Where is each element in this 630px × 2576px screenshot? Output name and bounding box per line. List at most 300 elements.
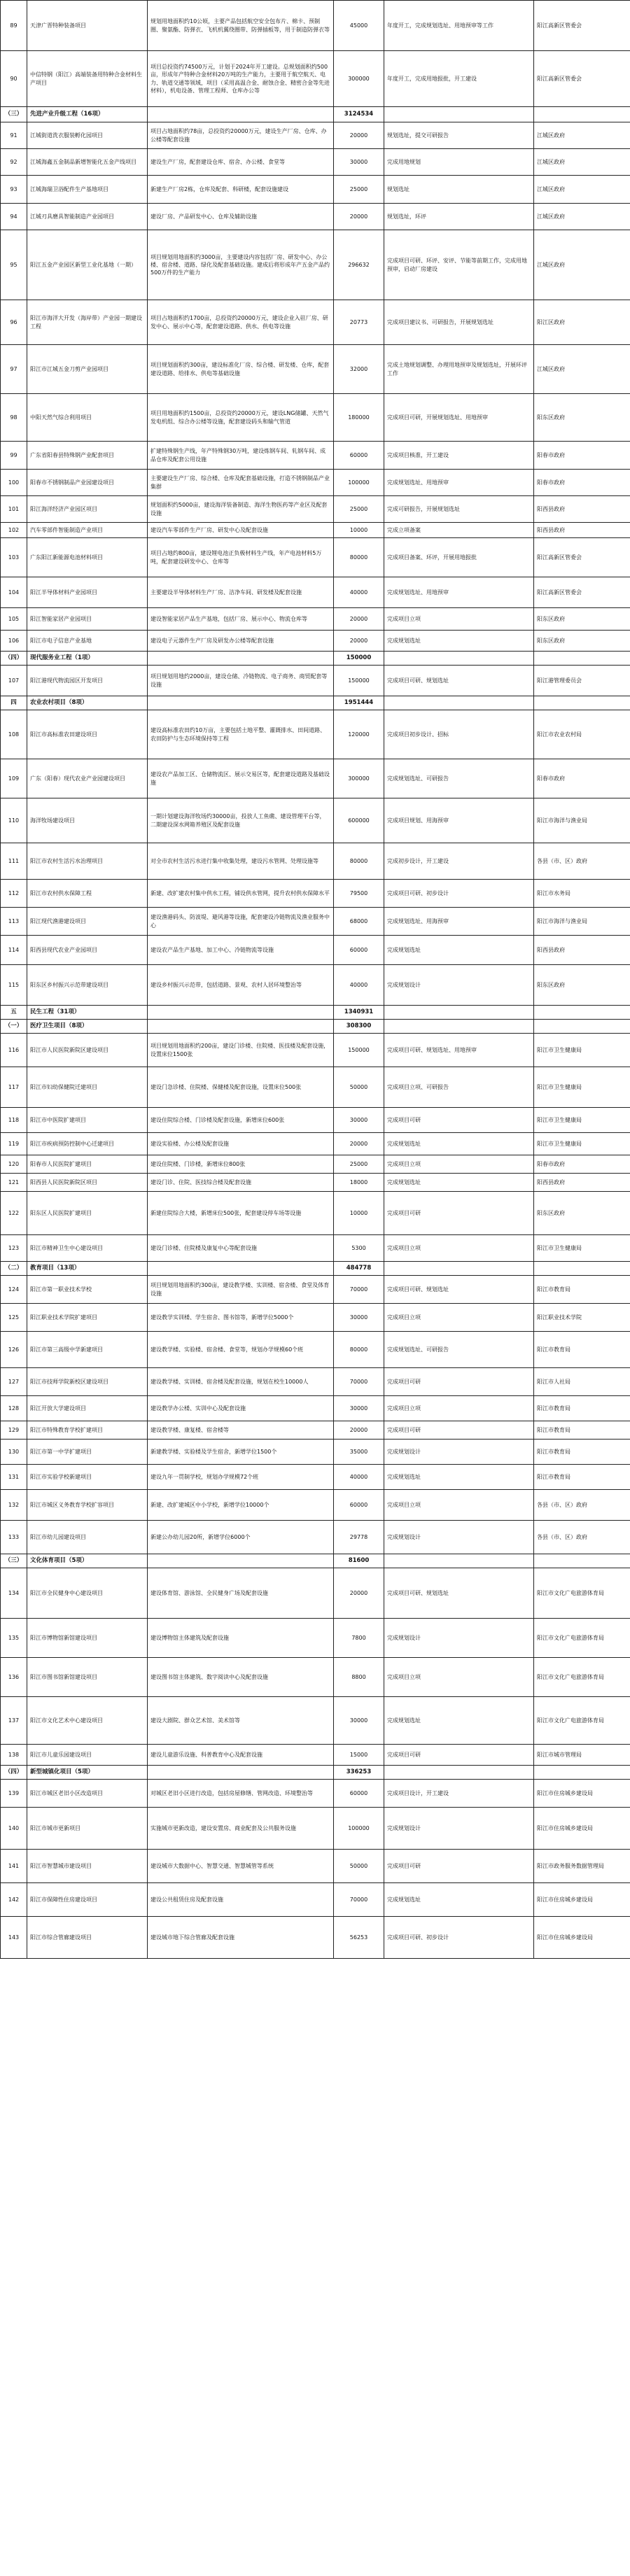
- cell-name: 江城海瑞卫浴配件生产基地项目: [27, 176, 148, 204]
- cell-name: 先进产业升级工程（16项）: [27, 107, 148, 122]
- cell-inv: 35000: [334, 1440, 384, 1465]
- cell-content: 建设电子元器件生产厂房及研发办公楼等配套设施: [148, 631, 334, 652]
- cell-no: 95: [1, 230, 27, 300]
- cell-inv: 45000: [334, 1, 384, 51]
- cell-unit: 江城区政府: [534, 176, 630, 204]
- cell-inv: 20000: [334, 204, 384, 230]
- cell-unit: 阳江高新区管委会: [534, 1, 630, 51]
- cell-content: [148, 652, 334, 666]
- table-row: [1, 1465, 630, 1490]
- cell-name: 广东阳江新能源电池材料项目: [27, 538, 148, 577]
- cell-no: 107: [1, 666, 27, 696]
- cell-content: 建设教学楼、实训楼、宿舍楼及配套设施，规划在校生10000人: [148, 1368, 334, 1396]
- cell-unit: 阳江市文化广电旅游体育局: [534, 1619, 630, 1658]
- cell-content: 项目用地面积约1500亩，总投资约20000万元，建设LNG储罐、天然气发电机组、综合办公楼等设施，配套建设码头和输气管道: [148, 394, 334, 442]
- cell-unit: 各县（市、区）政府: [534, 1521, 630, 1554]
- cell-no: 90: [1, 51, 27, 107]
- cell-inv: 30000: [334, 1304, 384, 1332]
- cell-goal: 完成项目可研、规划选址: [384, 666, 534, 696]
- table-row: [1, 1067, 630, 1108]
- table-row: [1, 965, 630, 1006]
- cell-no: 127: [1, 1368, 27, 1396]
- cell-unit: 阳江区政府: [534, 300, 630, 345]
- cell-no: （四）: [1, 652, 27, 666]
- cell-unit: [534, 1554, 630, 1568]
- cell-unit: 阳江高新区管委会: [534, 577, 630, 608]
- table-row: [1, 1421, 630, 1440]
- cell-inv: 7800: [334, 1619, 384, 1658]
- cell-no: 96: [1, 300, 27, 345]
- cell-name: 阳江市人民医院新院区建设项目: [27, 1034, 148, 1067]
- cell-name: 阳江市幼儿园建设项目: [27, 1521, 148, 1554]
- cell-no: 130: [1, 1440, 27, 1465]
- cell-unit: 阳西县政府: [534, 1174, 630, 1192]
- cell-no: 143: [1, 1917, 27, 1959]
- cell-no: 123: [1, 1235, 27, 1262]
- cell-unit: 江城区政府: [534, 122, 630, 149]
- cell-unit: 阳东区政府: [534, 608, 630, 631]
- table-row: [1, 470, 630, 496]
- cell-name: 阳江现代渔港建设项目: [27, 908, 148, 936]
- cell-name: 广东（阳春）现代农业产业园建设项目: [27, 759, 148, 798]
- cell-unit: 阳江市卫生健康局: [534, 1067, 630, 1108]
- cell-unit: 阳江市文化广电旅游体育局: [534, 1697, 630, 1745]
- cell-inv: 120000: [334, 710, 384, 759]
- cell-no: 132: [1, 1490, 27, 1521]
- cell-goal: 完成规划选址、用地预审: [384, 470, 534, 496]
- cell-content: 项目规划用地面积约3000亩，主要建设内容包括厂房、研发中心、办公楼、宿舍楼、道路、绿化及配套基础设施。建成后将形成年产五金产品约500万件的生产能力: [148, 230, 334, 300]
- cell-goal: 完成规划设计: [384, 1808, 534, 1850]
- cell-goal: 完成规划选址: [384, 1133, 534, 1155]
- cell-name: 阳春市人民医院扩建项目: [27, 1155, 148, 1174]
- cell-name: 新型城镇化项目（5项）: [27, 1766, 148, 1780]
- table-row: [1, 176, 630, 204]
- cell-content: 建设厂房、产品研发中心、仓库及辅助设施: [148, 204, 334, 230]
- cell-no: 94: [1, 204, 27, 230]
- cell-no: 135: [1, 1619, 27, 1658]
- cell-no: （三）: [1, 107, 27, 122]
- cell-goal: 完成可研报告，开展规划选址: [384, 496, 534, 523]
- cell-no: （二）: [1, 1262, 27, 1276]
- table-row: [1, 230, 630, 300]
- cell-no: 91: [1, 122, 27, 149]
- cell-content: 建设体育馆、游泳馆、全民健身广场及配套设施: [148, 1568, 334, 1619]
- table-row: [1, 122, 630, 149]
- cell-inv: 50000: [334, 1067, 384, 1108]
- cell-inv: 20000: [334, 122, 384, 149]
- cell-name: 阳江开放大学建设项目: [27, 1396, 148, 1421]
- cell-name: 阳江市中医院扩建项目: [27, 1108, 148, 1133]
- cell-goal: 完成立项备案: [384, 523, 534, 538]
- table-row: [1, 1521, 630, 1554]
- cell-no: 102: [1, 523, 27, 538]
- cell-no: 114: [1, 936, 27, 965]
- cell-no: 116: [1, 1034, 27, 1067]
- section-row: [1, 107, 630, 122]
- cell-goal: 完成项目可研，开展规划选址、用地预审: [384, 394, 534, 442]
- cell-content: 新建教学楼、实验楼及学生宿舍，新增学位1500个: [148, 1440, 334, 1465]
- cell-unit: 江城区政府: [534, 149, 630, 176]
- cell-goal: 完成项目可研: [384, 1368, 534, 1396]
- cell-goal: 完成项目可研: [384, 1850, 534, 1883]
- cell-goal: 完成项目建议书、可研报告，开展规划选址: [384, 300, 534, 345]
- table-row: [1, 843, 630, 880]
- cell-content: 项目占地面积约78亩，总投资约20000万元，建设生产厂房、仓库、办公楼等配套设施: [148, 122, 334, 149]
- cell-inv: 10000: [334, 523, 384, 538]
- table-row: [1, 1490, 630, 1521]
- cell-goal: 完成用地规划: [384, 149, 534, 176]
- cell-unit: 阳江港管理委员会: [534, 666, 630, 696]
- cell-unit: 阳江市农业农村局: [534, 710, 630, 759]
- cell-inv: 600000: [334, 798, 384, 843]
- cell-name: 医疗卫生项目（8项）: [27, 1020, 148, 1034]
- cell-name: 阳江港现代物流园区开发项目: [27, 666, 148, 696]
- cell-name: 阳西县现代农业产业园项目: [27, 936, 148, 965]
- table-row: [1, 1440, 630, 1465]
- cell-unit: [534, 1766, 630, 1780]
- cell-no: 121: [1, 1174, 27, 1192]
- cell-unit: 阳江市海洋与渔业局: [534, 798, 630, 843]
- cell-inv: 100000: [334, 470, 384, 496]
- cell-goal: [384, 107, 534, 122]
- cell-unit: 阳江市人社局: [534, 1368, 630, 1396]
- cell-goal: 完成项目可研、初步设计: [384, 880, 534, 908]
- cell-content: 建设门诊、住院、医技综合楼及配套设施: [148, 1174, 334, 1192]
- cell-content: 建设住院楼、门诊楼，新增床位800张: [148, 1155, 334, 1174]
- cell-unit: 阳江市水务局: [534, 880, 630, 908]
- cell-unit: 阳江市教育局: [534, 1440, 630, 1465]
- cell-unit: 各县（市、区）政府: [534, 843, 630, 880]
- table-row: [1, 880, 630, 908]
- cell-inv: 56253: [334, 1917, 384, 1959]
- cell-goal: [384, 1766, 534, 1780]
- cell-content: 建设生产厂房，配套建设仓库、宿舍、办公楼、食堂等: [148, 149, 334, 176]
- cell-inv: 80000: [334, 843, 384, 880]
- cell-content: 建设门急诊楼、住院楼、保健楼及配套设施，设置床位500张: [148, 1067, 334, 1108]
- cell-inv: 20000: [334, 1133, 384, 1155]
- cell-name: 江城刃具磨具智能制造产业园项目: [27, 204, 148, 230]
- cell-unit: [534, 1020, 630, 1034]
- cell-inv: 308300: [334, 1020, 384, 1034]
- cell-inv: 68000: [334, 908, 384, 936]
- cell-name: 阳江市全民健身中心建设项目: [27, 1568, 148, 1619]
- cell-name: 阳江市实验学校新建项目: [27, 1465, 148, 1490]
- cell-no: 137: [1, 1697, 27, 1745]
- cell-content: 主要建设半导体材料生产厂房、洁净车间、研发楼及配套设施: [148, 577, 334, 608]
- cell-goal: [384, 1262, 534, 1276]
- cell-goal: 完成初步设计，开工建设: [384, 843, 534, 880]
- cell-no: 109: [1, 759, 27, 798]
- cell-content: 项目占地面积约1700亩，总投资约20000万元，建设企业入驻厂房、研发中心、展示中心等，配套建设道路、供水、供电等设施: [148, 300, 334, 345]
- cell-name: 阳江市特殊教育学校扩建项目: [27, 1421, 148, 1440]
- cell-goal: 完成项目核准，开工建设: [384, 442, 534, 470]
- cell-name: 阳江市农村供水保障工程: [27, 880, 148, 908]
- cell-inv: 60000: [334, 442, 384, 470]
- cell-name: 阳江市综合管廊建设项目: [27, 1917, 148, 1959]
- cell-unit: 阳东区政府: [534, 631, 630, 652]
- cell-content: 新建、改扩建城区中小学校，新增学位10000个: [148, 1490, 334, 1521]
- table-row: [1, 1276, 630, 1304]
- cell-goal: 完成规划选址: [384, 1465, 534, 1490]
- cell-unit: 阳江高新区管委会: [534, 51, 630, 107]
- cell-name: 阳江市技师学院新校区建设项目: [27, 1368, 148, 1396]
- cell-goal: [384, 1554, 534, 1568]
- cell-unit: 阳江市文化广电旅游体育局: [534, 1658, 630, 1697]
- cell-content: 建设农产品生产基地、加工中心、冷链物流等设施: [148, 936, 334, 965]
- table-row: [1, 936, 630, 965]
- cell-unit: 阳春市政府: [534, 1155, 630, 1174]
- cell-unit: 阳江市住房城乡建设局: [534, 1883, 630, 1917]
- cell-unit: [534, 107, 630, 122]
- cell-inv: 25000: [334, 496, 384, 523]
- cell-content: 建设大剧院、群众艺术馆、美术馆等: [148, 1697, 334, 1745]
- cell-content: 建设公共租赁住房及配套设施: [148, 1883, 334, 1917]
- cell-no: 140: [1, 1808, 27, 1850]
- table-row: [1, 1745, 630, 1766]
- cell-unit: 江城区政府: [534, 230, 630, 300]
- cell-unit: 阳江市住房城乡建设局: [534, 1780, 630, 1808]
- cell-name: 阳江市高标准农田建设项目: [27, 710, 148, 759]
- cell-content: 建设乡村振兴示范带，包括道路、景观、农村人居环境整治等: [148, 965, 334, 1006]
- cell-unit: 阳东区政府: [534, 394, 630, 442]
- cell-goal: 规划选址: [384, 176, 534, 204]
- table-row: [1, 1850, 630, 1883]
- table-row: [1, 1155, 630, 1174]
- cell-inv: 79500: [334, 880, 384, 908]
- cell-unit: 阳江市卫生健康局: [534, 1108, 630, 1133]
- cell-goal: 完成规划选址: [384, 631, 534, 652]
- cell-goal: 完成项目可研、规划选址、用地预审: [384, 1034, 534, 1067]
- cell-content: [148, 1006, 334, 1020]
- cell-unit: 江城区政府: [534, 345, 630, 394]
- cell-unit: 阳江市教育局: [534, 1276, 630, 1304]
- cell-goal: 完成项目立项: [384, 1235, 534, 1262]
- cell-name: 阳江市妇幼保健院迁建项目: [27, 1067, 148, 1108]
- cell-name: 阳江五金产业园区新型工业化基地（一期）: [27, 230, 148, 300]
- cell-name: 中阳天然气综合利用项目: [27, 394, 148, 442]
- cell-content: 对城区老旧小区进行改造，包括房屋修缮、管网改造、环境整治等: [148, 1780, 334, 1808]
- table-row: [1, 1235, 630, 1262]
- cell-no: 126: [1, 1332, 27, 1368]
- cell-name: 阳江智能家居产业园项目: [27, 608, 148, 631]
- cell-unit: 阳东区政府: [534, 965, 630, 1006]
- cell-name: 现代服务业工程（1项）: [27, 652, 148, 666]
- cell-no: 99: [1, 442, 27, 470]
- cell-inv: 70000: [334, 1883, 384, 1917]
- cell-content: [148, 1262, 334, 1276]
- cell-content: 扩建特殊钢生产线，年产特殊钢30万吨，建设炼钢车间、轧钢车间、成品仓库及配套公用设施: [148, 442, 334, 470]
- table-row: [1, 345, 630, 394]
- cell-name: 中信特钢（阳江）高端装备用特种合金材料生产项目: [27, 51, 148, 107]
- cell-name: 教育项目（13项）: [27, 1262, 148, 1276]
- cell-no: 111: [1, 843, 27, 880]
- cell-inv: 5300: [334, 1235, 384, 1262]
- table-row: [1, 51, 630, 107]
- cell-content: 建设教学实训楼、学生宿舍、图书馆等，新增学位5000个: [148, 1304, 334, 1332]
- cell-unit: 阳江市城市管理局: [534, 1745, 630, 1766]
- cell-content: 建设汽车零部件生产厂房、研发中心及配套设施: [148, 523, 334, 538]
- cell-goal: 完成项目设计，开工建设: [384, 1780, 534, 1808]
- cell-goal: [384, 1020, 534, 1034]
- cell-goal: 完成规划选址: [384, 1883, 534, 1917]
- cell-inv: 484778: [334, 1262, 384, 1276]
- cell-content: 建设智能家居产品生产基地，包括厂房、展示中心、物流仓库等: [148, 608, 334, 631]
- cell-inv: 300000: [334, 759, 384, 798]
- cell-inv: 25000: [334, 176, 384, 204]
- table-row: [1, 1304, 630, 1332]
- cell-unit: 阳江市卫生健康局: [534, 1235, 630, 1262]
- cell-content: 项目规划用地面积约300亩，建设教学楼、实训楼、宿舍楼、食堂及体育设施: [148, 1276, 334, 1304]
- cell-no: 120: [1, 1155, 27, 1174]
- cell-no: 122: [1, 1192, 27, 1235]
- cell-no: 113: [1, 908, 27, 936]
- table-row: [1, 523, 630, 538]
- cell-goal: 完成规划选址、可研报告: [384, 759, 534, 798]
- cell-content: 实施城市更新改造，建设安置房、商业配套及公共服务设施: [148, 1808, 334, 1850]
- cell-no: （三）: [1, 1554, 27, 1568]
- cell-content: 项目占地约800亩，建设锂电池正负极材料生产线，年产电池材料5万吨，配套建设研发中心、仓库等: [148, 538, 334, 577]
- cell-no: 134: [1, 1568, 27, 1619]
- cell-inv: 70000: [334, 1276, 384, 1304]
- cell-name: 阳江市农村生活污水治理项目: [27, 843, 148, 880]
- cell-goal: 完成项目可研、规划选址: [384, 1276, 534, 1304]
- cell-no: 131: [1, 1465, 27, 1490]
- cell-content: 规划面积约5000亩，建设海洋装备制造、海洋生物医药等产业区及配套设施: [148, 496, 334, 523]
- cell-goal: 完成项目可研: [384, 1192, 534, 1235]
- cell-content: 建设儿童游乐设施、科普教育中心及配套设施: [148, 1745, 334, 1766]
- cell-inv: 25000: [334, 1155, 384, 1174]
- cell-content: [148, 1020, 334, 1034]
- cell-no: 133: [1, 1521, 27, 1554]
- cell-content: 建设门诊楼、住院楼及康复中心等配套设施: [148, 1235, 334, 1262]
- cell-goal: 完成规划选址、用地预审: [384, 577, 534, 608]
- table-row: [1, 1174, 630, 1192]
- cell-content: 建设博物馆主体建筑及配套设施: [148, 1619, 334, 1658]
- table-row: [1, 908, 630, 936]
- cell-no: 89: [1, 1, 27, 51]
- cell-name: 阳西县人民医院新院区项目: [27, 1174, 148, 1192]
- cell-name: 天津广晋特种装备项目: [27, 1, 148, 51]
- cell-goal: [384, 696, 534, 710]
- table-row: [1, 1133, 630, 1155]
- cell-inv: 30000: [334, 1396, 384, 1421]
- cell-inv: 15000: [334, 1745, 384, 1766]
- table-row: [1, 300, 630, 345]
- cell-no: 108: [1, 710, 27, 759]
- table-row: [1, 496, 630, 523]
- cell-content: 一期计划建设海洋牧场约30000亩，投放人工鱼礁、建设管理平台等，二期建设深水网箱养殖区及配套设施: [148, 798, 334, 843]
- cell-unit: 阳西县政府: [534, 496, 630, 523]
- cell-inv: 20000: [334, 1568, 384, 1619]
- cell-no: 五: [1, 1006, 27, 1020]
- cell-unit: 阳江市卫生健康局: [534, 1133, 630, 1155]
- table-row: [1, 1619, 630, 1658]
- cell-inv: 20773: [334, 300, 384, 345]
- cell-content: 规划用地面积约10公顷，主要产品包括航空安全包布片、棉卡、预制圈、聚氨酯、防弹衣、飞机机翼绕圈带、防弹插板等，用于制造防弹衣等: [148, 1, 334, 51]
- cell-name: 阳江市精神卫生中心建设项目: [27, 1235, 148, 1262]
- cell-goal: 完成项目立项: [384, 608, 534, 631]
- cell-content: 项目总投资约74500万元，计划于2024年开工建设。总规划面积约500亩，形成年产特种合金材料20万吨的生产能力，主要用于航空航天、电力、轨道交通等领域，项目（采用高温合金、耐蚀合金、精密合金等先进材料），机电设备、管理工程师、仓库办公等: [148, 51, 334, 107]
- cell-unit: 阳江市住房城乡建设局: [534, 1808, 630, 1850]
- cell-name: 阳江海洋经济产业园区项目: [27, 496, 148, 523]
- cell-goal: 完成规划选址、可研报告: [384, 1332, 534, 1368]
- table-row: [1, 1396, 630, 1421]
- cell-unit: 阳东区政府: [534, 1192, 630, 1235]
- cell-content: 建设城市大数据中心、智慧交通、智慧城管等系统: [148, 1850, 334, 1883]
- cell-no: 142: [1, 1883, 27, 1917]
- table-row: [1, 666, 630, 696]
- cell-unit: 阳西县政府: [534, 936, 630, 965]
- table-row: [1, 1883, 630, 1917]
- cell-inv: 50000: [334, 1850, 384, 1883]
- cell-name: 阳江市海洋大开发（海岸带）产业园一期建设工程: [27, 300, 148, 345]
- cell-content: 新建公办幼儿园20所，新增学位6000个: [148, 1521, 334, 1554]
- cell-content: 建设高标准农田约10万亩，主要包括土地平整、灌溉排水、田间道路、农田防护与生态环境保持等工程: [148, 710, 334, 759]
- cell-goal: [384, 1006, 534, 1020]
- cell-inv: 10000: [334, 1192, 384, 1235]
- cell-goal: 完成土地规划调整、办理用地预审及规划选址，开展环评工作: [384, 345, 534, 394]
- cell-goal: 年度开工，完成规划选址、用地预审等工作: [384, 1, 534, 51]
- cell-goal: 完成规划选址: [384, 936, 534, 965]
- table-row: [1, 1658, 630, 1697]
- cell-goal: 完成项目可研: [384, 1108, 534, 1133]
- cell-goal: 完成项目备案、环评，开展用地报批: [384, 538, 534, 577]
- table-row: [1, 798, 630, 843]
- cell-unit: 阳江高新区管委会: [534, 538, 630, 577]
- cell-goal: 规划选址，提交可研报告: [384, 122, 534, 149]
- cell-inv: 81600: [334, 1554, 384, 1568]
- cell-name: 阳江市保障性住房建设项目: [27, 1883, 148, 1917]
- cell-inv: 336253: [334, 1766, 384, 1780]
- cell-inv: 1340931: [334, 1006, 384, 1020]
- cell-name: 阳江市第三高级中学新建项目: [27, 1332, 148, 1368]
- table-row: [1, 1332, 630, 1368]
- cell-content: 建设教学办公楼、实训中心及配套设施: [148, 1396, 334, 1421]
- cell-name: 江城街道洗衣服装孵化园项目: [27, 122, 148, 149]
- cell-goal: 完成项目立项: [384, 1490, 534, 1521]
- cell-name: 阳春市不锈钢制品产业园建设项目: [27, 470, 148, 496]
- cell-inv: 80000: [334, 538, 384, 577]
- cell-name: 阳江半导体材料产业园项目: [27, 577, 148, 608]
- cell-goal: 完成规划设计: [384, 1521, 534, 1554]
- cell-content: [148, 696, 334, 710]
- cell-no: 139: [1, 1780, 27, 1808]
- cell-unit: 阳江市政务服务数据管理局: [534, 1850, 630, 1883]
- cell-content: 建设教学楼、实验楼、宿舍楼、食堂等，规划办学规模60个班: [148, 1332, 334, 1368]
- cell-name: 广东省阳春县特殊钢产业配套项目: [27, 442, 148, 470]
- cell-content: 建设九年一贯制学校，规划办学规模72个班: [148, 1465, 334, 1490]
- cell-unit: [534, 696, 630, 710]
- cell-content: 新建、改扩建农村集中供水工程，铺设供水管网，提升农村供水保障水平: [148, 880, 334, 908]
- cell-inv: 150000: [334, 1034, 384, 1067]
- table-row: [1, 608, 630, 631]
- cell-no: 105: [1, 608, 27, 631]
- cell-content: 新建住院综合大楼，新增床位500张，配套建设停车场等设施: [148, 1192, 334, 1235]
- cell-no: 97: [1, 345, 27, 394]
- table-row: [1, 1, 630, 51]
- cell-no: 124: [1, 1276, 27, 1304]
- table-row: [1, 759, 630, 798]
- cell-unit: 阳西县政府: [534, 523, 630, 538]
- cell-no: 141: [1, 1850, 27, 1883]
- cell-inv: 18000: [334, 1174, 384, 1192]
- section-row: [1, 1006, 630, 1020]
- cell-goal: 完成规划设计: [384, 1619, 534, 1658]
- cell-name: 阳江市智慧城市建设项目: [27, 1850, 148, 1883]
- cell-name: 阳江市博物馆新馆建设项目: [27, 1619, 148, 1658]
- cell-unit: 江城区政府: [534, 204, 630, 230]
- table-row: [1, 204, 630, 230]
